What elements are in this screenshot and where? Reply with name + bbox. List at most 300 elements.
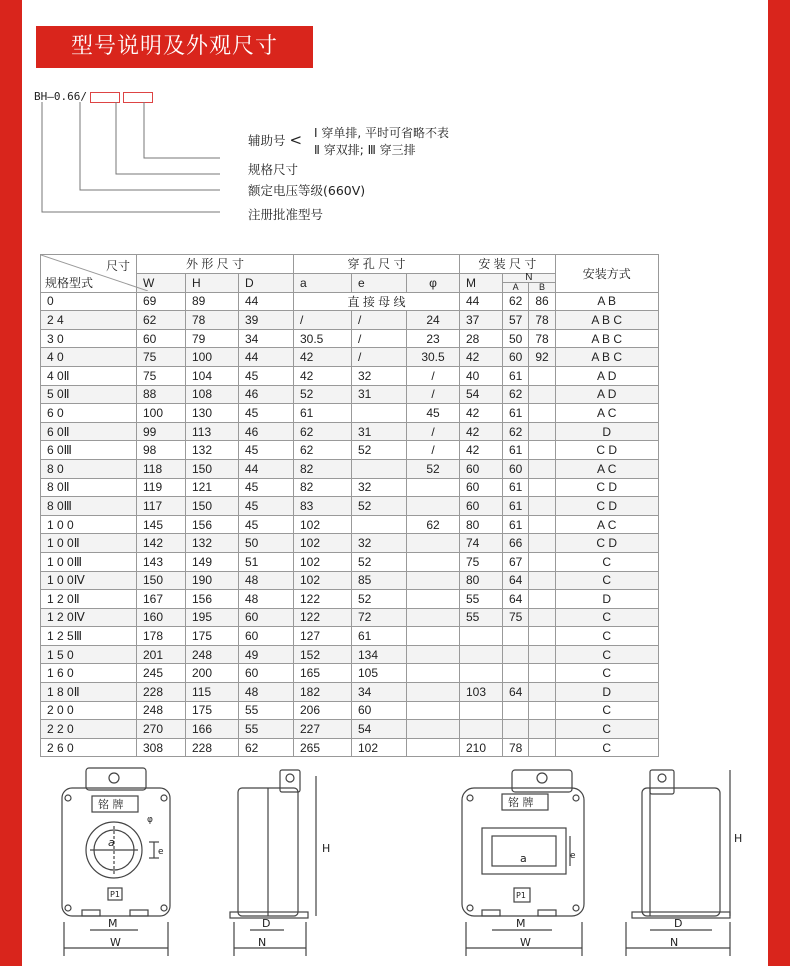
table-cell [407,664,460,683]
table-row [41,608,659,627]
table-cell: 45 [239,441,294,460]
dim-W-1: W [110,936,121,949]
table-cell: 52 [352,552,407,571]
table-cell: 28 [460,329,503,348]
table-cell: 78 [503,738,529,757]
table-cell: 5 0Ⅱ [41,385,137,404]
legend-aux-option1: Ⅰ 穿单排, 平时可省略不表 [314,126,449,140]
table-cell: 46 [239,422,294,441]
table-cell: 1 6 0 [41,664,137,683]
table-row [41,645,659,664]
table-cell: 92 [529,348,555,367]
table-cell [460,720,503,739]
table-cell: D [555,422,658,441]
table-cell: 0 [41,292,137,311]
table-cell: 64 [503,571,529,590]
table-row [41,348,659,367]
table-cell [529,404,555,423]
table-cell: 57 [503,311,529,330]
table-cell: 102 [294,515,352,534]
table-cell: 143 [137,552,186,571]
table-cell: 42 [294,348,352,367]
table-cell: 42 [460,441,503,460]
table-cell: 60 [239,627,294,646]
dim-a-1: a [108,836,115,849]
table-cell [407,590,460,609]
table-row [41,311,659,330]
table-cell: 61 [503,404,529,423]
table-cell: 45 [407,404,460,423]
table-cell: 195 [186,608,239,627]
table-cell: A C [555,515,658,534]
table-cell: 100 [186,348,239,367]
table-cell: 104 [186,366,239,385]
table-cell [503,627,529,646]
table-cell [407,497,460,516]
table-cell: 54 [352,720,407,739]
p1-label-1: P1 [110,890,120,899]
dim-e-1: e [158,847,164,857]
table-cell: 102 [294,571,352,590]
table-cell: 62 [407,515,460,534]
mount-hole [109,773,119,783]
table-cell: 118 [137,459,186,478]
table-cell: 52 [352,441,407,460]
table-cell [460,664,503,683]
table-cell: 149 [186,552,239,571]
legend-spec: 规格尺寸 [248,162,299,177]
side-view-round [230,770,316,956]
table-cell [529,664,555,683]
model-code-text: BH—0.66/ [34,90,87,103]
table-cell: 4 0Ⅱ [41,366,137,385]
table-cell: 2 4 [41,311,137,330]
table-cell: 49 [239,645,294,664]
table-cell [352,459,407,478]
table-cell: C D [555,441,658,460]
table-cell: 2 0 0 [41,701,137,720]
table-cell: A B C [555,348,658,367]
dim-H-1: H [322,842,331,855]
table-cell: 113 [186,422,239,441]
legend-aux: 辅助号 [248,133,286,148]
table-row [41,404,659,423]
table-cell: 119 [137,478,186,497]
table-cell: 4 0 [41,348,137,367]
table-cell: 115 [186,683,239,702]
table-cell: 48 [239,590,294,609]
corner-top: 尺寸 [105,259,130,273]
table-cell: 248 [137,701,186,720]
table-row [41,422,659,441]
table-cell [529,738,555,757]
table-cell: 210 [460,738,503,757]
table-cell: 60 [137,329,186,348]
table-cell: 150 [137,571,186,590]
table-cell: 55 [239,701,294,720]
table-cell: 132 [186,441,239,460]
table-cell [460,701,503,720]
table-cell: 150 [186,459,239,478]
table-cell: 206 [294,701,352,720]
table-cell: 1 2 0Ⅳ [41,608,137,627]
table-cell: 23 [407,329,460,348]
table-cell: A B C [555,329,658,348]
table-cell: 44 [239,292,294,311]
table-row [41,738,659,757]
table-cell: / [352,329,407,348]
leader-spec [116,102,220,174]
table-cell: 34 [239,329,294,348]
table-cell: 6 0Ⅱ [41,422,137,441]
col-D: D [239,273,294,292]
table-cell: 67 [503,552,529,571]
table-cell: 32 [352,534,407,553]
table-cell: 8 0Ⅱ [41,478,137,497]
table-cell: 83 [294,497,352,516]
group-hole: 穿 孔 尺 寸 [294,255,460,274]
table-cell: 50 [503,329,529,348]
table-cell: 42 [460,348,503,367]
table-cell [407,738,460,757]
table-cell: 105 [352,664,407,683]
table-cell: 132 [186,534,239,553]
table-cell: C [555,608,658,627]
table-cell [529,571,555,590]
table-row [41,366,659,385]
table-cell: D [555,590,658,609]
table-cell: 60 [239,608,294,627]
table-cell: 201 [137,645,186,664]
table-cell: 2 2 0 [41,720,137,739]
table-cell: A B [555,292,658,311]
table-cell: 308 [137,738,186,757]
table-row [41,534,659,553]
table-cell [529,701,555,720]
table-cell: 175 [186,627,239,646]
legend-aux-option2: Ⅱ 穿双排; Ⅲ 穿三排 [314,143,416,157]
table-cell: 100 [137,404,186,423]
table-cell [529,478,555,497]
table-cell: / [407,422,460,441]
table-cell: 62 [294,422,352,441]
table-cell: 37 [460,311,503,330]
table-cell: C [555,571,658,590]
table-cell: 45 [239,404,294,423]
table-cell: 190 [186,571,239,590]
table-cell: 45 [239,515,294,534]
table-cell: D [555,683,658,702]
table-cell [503,720,529,739]
table-row [41,627,659,646]
dim-D-1: D [262,917,271,930]
table-cell: 1 5 0 [41,645,137,664]
table-cell: 102 [294,534,352,553]
table-cell: 54 [460,385,503,404]
table-cell: 60 [352,701,407,720]
table-cell: 30.5 [407,348,460,367]
table-cell: 99 [137,422,186,441]
col-W: W [137,273,186,292]
table-cell: 228 [137,683,186,702]
table-cell: 60 [460,459,503,478]
table-cell [407,552,460,571]
table-cell: 152 [294,645,352,664]
table-cell: / [407,441,460,460]
table-cell [407,478,460,497]
col-M: M [460,273,503,292]
table-row [41,720,659,739]
dim-N-1: N [258,936,267,949]
table-cell: 60 [239,664,294,683]
spec-table [40,254,659,757]
table-cell [529,627,555,646]
table-cell [529,590,555,609]
table-cell: C [555,645,658,664]
table-cell: 31 [352,385,407,404]
table-cell: 34 [352,683,407,702]
table-cell: 248 [186,645,239,664]
table-cell: 61 [294,404,352,423]
table-row [41,478,659,497]
table-cell: / [407,385,460,404]
table-cell: / [352,311,407,330]
table-cell: C D [555,497,658,516]
table-cell: 64 [503,590,529,609]
table-row [41,664,659,683]
table-cell: 55 [460,590,503,609]
table-cell: 62 [137,311,186,330]
table-cell [529,552,555,571]
table-cell: 61 [503,478,529,497]
table-cell: 82 [294,459,352,478]
table-cell [407,701,460,720]
table-cell: 127 [294,627,352,646]
table-cell: 80 [460,515,503,534]
dim-M-2: M [516,917,526,930]
table-cell: A D [555,385,658,404]
table-cell: 60 [503,348,529,367]
table-cell: 72 [352,608,407,627]
table-cell: 60 [460,497,503,516]
table-cell: 74 [460,534,503,553]
table-row [41,292,659,311]
table-cell: 78 [186,311,239,330]
table-cell: 60 [503,459,529,478]
page [22,0,768,966]
table-cell [529,515,555,534]
table-cell: 1 2 0Ⅱ [41,590,137,609]
table-cell: 88 [137,385,186,404]
table-cell: 48 [239,571,294,590]
table-cell: 150 [186,497,239,516]
table-cell: A B C [555,311,658,330]
table-cell [407,683,460,702]
nameplate-label-1: 铭 牌 [98,798,124,811]
table-cell: C [555,701,658,720]
table-row [41,329,659,348]
legend-aux-bracket: < [289,131,303,149]
dim-M-1: M [108,917,118,930]
table-cell: C [555,552,658,571]
table-cell: 117 [137,497,186,516]
table-cell-merged: 直 接 母 线 [294,292,460,311]
table-cell: 50 [239,534,294,553]
table-cell: 75 [460,552,503,571]
table-cell: 61 [503,366,529,385]
col-N-group [503,273,556,292]
table-cell: 156 [186,515,239,534]
table-cell: 75 [137,366,186,385]
table-cell: 52 [352,590,407,609]
table-cell: / [352,348,407,367]
table-cell: 265 [294,738,352,757]
table-cell: 6 0Ⅲ [41,441,137,460]
table-row [41,385,659,404]
table-cell: 64 [503,683,529,702]
table-cell: 31 [352,422,407,441]
p1-label-2: P1 [516,891,526,900]
table-row [41,497,659,516]
table-row [41,459,659,478]
table-cell: / [407,366,460,385]
table-cell [529,608,555,627]
table-body [41,292,659,757]
table-cell [529,683,555,702]
dim-e-2: e [570,851,576,861]
table-cell: 24 [407,311,460,330]
table-cell: 134 [352,645,407,664]
table-row [41,552,659,571]
table-cell: 8 0Ⅲ [41,497,137,516]
table-cell: 30.5 [294,329,352,348]
table-cell [503,701,529,720]
leader-registered [42,102,220,212]
table-cell: 61 [503,515,529,534]
table-cell [352,515,407,534]
table-cell [503,645,529,664]
table-cell: 1 0 0Ⅳ [41,571,137,590]
table-cell: 200 [186,664,239,683]
table-row [41,571,659,590]
dim-H-2: H [734,832,743,845]
table-cell: C [555,627,658,646]
table-cell: 182 [294,683,352,702]
table-cell: 48 [239,683,294,702]
model-diagram-lines [22,90,422,230]
corner-cell [41,255,137,293]
table-cell: C D [555,478,658,497]
table-cell: 45 [239,478,294,497]
table-cell [407,645,460,664]
table-cell: 61 [503,441,529,460]
col-H: H [186,273,239,292]
table-cell: 142 [137,534,186,553]
table-cell: 108 [186,385,239,404]
table-cell: A D [555,366,658,385]
table-cell [529,422,555,441]
group-outer: 外 形 尺 寸 [137,255,294,274]
table-cell: 175 [186,701,239,720]
table-cell: 52 [407,459,460,478]
table-cell: 78 [529,311,555,330]
table-cell: 62 [239,738,294,757]
table-cell: 1 0 0Ⅱ [41,534,137,553]
table-cell: 75 [137,348,186,367]
dim-a-2: a [520,852,527,865]
table-cell: 32 [352,478,407,497]
table-cell [529,441,555,460]
table-cell [529,720,555,739]
table-cell: 62 [503,385,529,404]
table-cell: 6 0 [41,404,137,423]
table-row [41,441,659,460]
legend-aux-block [248,131,302,149]
table-cell: 66 [503,534,529,553]
table-cell: 80 [460,571,503,590]
table-cell: 55 [460,608,503,627]
leader-voltage [80,102,220,190]
table-cell: 270 [137,720,186,739]
group-mount: 安 装 尺 寸 [460,255,556,274]
table-cell [529,534,555,553]
table-cell: 86 [529,292,555,311]
table-cell: C D [555,534,658,553]
table-cell: 44 [239,348,294,367]
group-method: 安装方式 [555,255,658,293]
table-cell: 3 0 [41,329,137,348]
table-cell: 228 [186,738,239,757]
table-cell: 78 [529,329,555,348]
table-cell: 39 [239,311,294,330]
table-cell [352,404,407,423]
table-cell [407,608,460,627]
table-cell [407,720,460,739]
table-cell: 1 8 0Ⅱ [41,683,137,702]
table-cell: 178 [137,627,186,646]
leader-aux [144,102,220,158]
table-cell: 156 [186,590,239,609]
table-cell: 60 [460,478,503,497]
table-cell: 42 [294,366,352,385]
table-cell: / [294,311,352,330]
table-cell [460,645,503,664]
table-cell: 32 [352,366,407,385]
table-cell: A C [555,404,658,423]
table-cell: 45 [239,497,294,516]
table-cell: 121 [186,478,239,497]
col-e: e [352,273,407,292]
table-cell: 69 [137,292,186,311]
table-cell: 62 [503,292,529,311]
table-cell: 167 [137,590,186,609]
nameplate-label-2: 铭 牌 [508,796,534,809]
table-cell: 227 [294,720,352,739]
table-cell: 89 [186,292,239,311]
table-cell: 51 [239,552,294,571]
table-cell: 103 [460,683,503,702]
table-cell: 61 [352,627,407,646]
table-cell: 166 [186,720,239,739]
table-cell: 61 [503,497,529,516]
table-cell: C [555,738,658,757]
table-cell: 52 [352,497,407,516]
table-cell: 1 0 0 [41,515,137,534]
table-cell: 42 [460,422,503,441]
legend-voltage: 额定电压等级(660V) [248,183,366,198]
table-cell: 102 [294,552,352,571]
table-cell: 45 [239,366,294,385]
